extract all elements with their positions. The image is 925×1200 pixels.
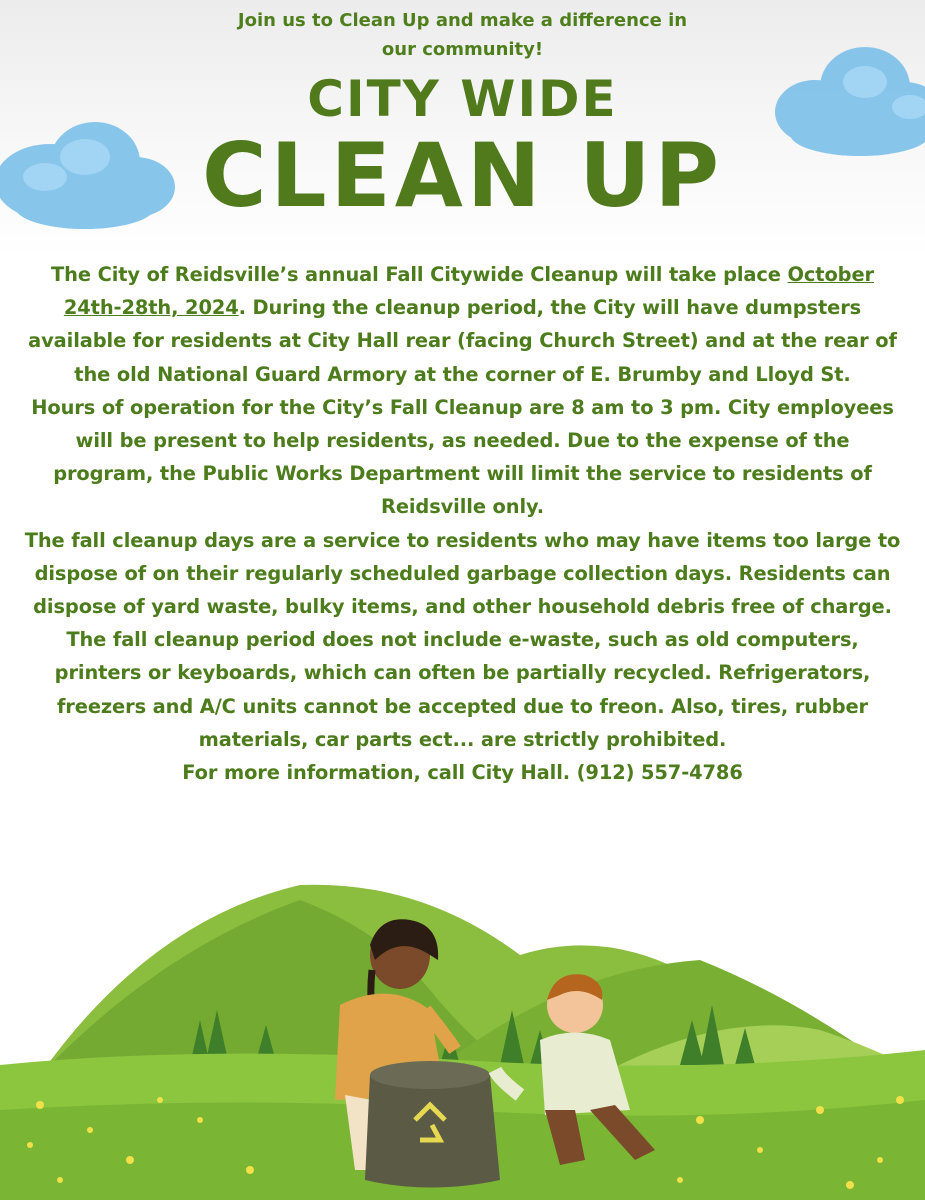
cleanup-illustration [0,860,925,1200]
paragraph-hours: Hours of operation for the City’s Fall Cleanup are 8 am to 3 pm. City employees will be present to help residents, as needed. Due to the expense of the program, the Public Works Department will limit the service to residents of Reidsville only. [31,395,894,519]
tagline-line-1: Join us to Clean Up and make a difference in [237,10,688,31]
title-line-2: CLEAN UP [201,124,724,227]
title-line-1: CITY WIDE [307,70,618,128]
event-dates: October 24th-28th, 2024 [63,263,874,320]
paragraph-service: The fall cleanup days are a service to residents who may have items too large to dispose of on their regularly scheduled garbage collection days. Residents can dispose of yard waste, bulky items, and other household debris free of charge. [24,528,901,619]
paragraph-restrictions: The fall cleanup period does not include e-waste, such as old computers, printers or keyboards, which can often be partially recycled. Refrigerators, freezers and A/C units cannot be accepted due to freon. Also, tires, rubber materials, car parts ect... are strictly prohibited. [54,628,871,751]
paragraph-dates-rest: . During the cleanup period, the City will have dumpsters available for residents at City Hall rear (facing Church Street) and at the rear of the old National Guard Armory at the corner of E. Brumby and Lloyd St. [28,296,897,386]
paragraph-contact: For more information, call City Hall. (912) 557-4786 [182,761,743,785]
tagline-line-2: our community! [381,39,544,60]
recycle-bag [365,1061,500,1188]
tagline [0,6,925,64]
paragraph-dates-intro: The City of Reidsville’s annual Fall Citywide Cleanup will take place [51,263,781,286]
paragraph-dates [24,258,901,391]
body-text [24,258,901,789]
